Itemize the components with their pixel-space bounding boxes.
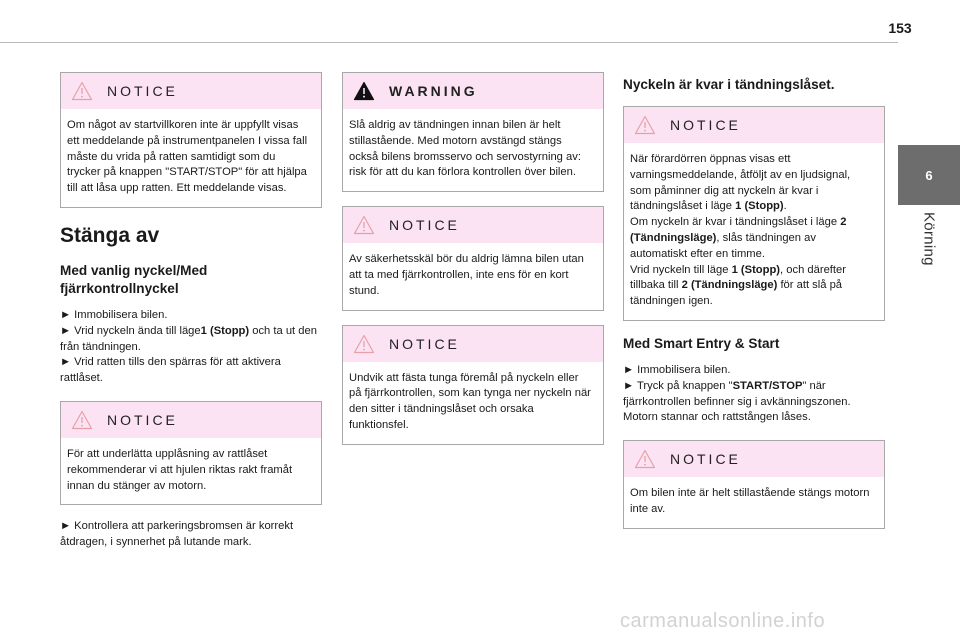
watermark: carmanualsonline.info	[620, 610, 826, 632]
subheading-smart-entry: Med Smart Entry & Start	[623, 335, 780, 351]
notice-box	[60, 401, 322, 505]
notice-text: Vrid nyckeln till läge	[630, 263, 732, 276]
step-press-button: ► Tryck på knappen "	[623, 379, 733, 392]
notice-body: Om bilen inte är helt stillastående stängs motorn inte av.	[630, 487, 870, 515]
notice-text: , slås tändningen av automatiskt efter en timme.	[630, 231, 816, 260]
instruction-steps	[623, 363, 885, 426]
position-stop: 1 (Stopp)	[731, 263, 781, 276]
final-step: ► Kontrollera att parkeringsbromsen är korrekt åtdragen, i synnerhet på lutande mark.	[60, 520, 294, 549]
position-stop: 1 (Stopp)	[200, 324, 250, 337]
notice-title: NOTICE	[107, 411, 178, 428]
notice-body: För att underlätta upplåsning av rattlåset rekommenderar vi att hjulen riktas rakt framåt innan du stänger av motorn.	[67, 447, 293, 492]
step-turn-key: ► Vrid nyckeln ända till läge	[60, 324, 201, 337]
notice-text: När förardörren öppnas visas ett varningsmeddelande, åtföljt av en ljudsignal, som påminner dig att nyckeln är kvar i tändningslåset i läge	[630, 153, 851, 213]
step-result: Motorn stannar och rattstången låses.	[623, 411, 811, 424]
notice-header	[624, 441, 884, 477]
column-left	[60, 72, 322, 565]
warning-triangle-icon	[71, 410, 93, 430]
page-number: 153	[888, 20, 912, 36]
position-ignition: 2 (Tändningsläge)	[630, 216, 847, 244]
step-press-button-rest: " när fjärrkontrollen befinner sig i avkänningszonen.	[623, 379, 851, 408]
notice-body: Av säkerhetsskäl bör du aldrig lämna bilen utan att ta med fjärrkontrollen, inte ens för en kort stund.	[349, 253, 584, 297]
instruction-steps	[60, 308, 322, 387]
notice-header	[61, 73, 321, 109]
warning-header	[343, 73, 603, 109]
notice-body	[624, 143, 884, 320]
notice-header	[343, 207, 603, 243]
chapter-title	[898, 212, 960, 292]
column-right	[623, 72, 885, 543]
warning-triangle-icon	[353, 334, 375, 354]
column-middle	[342, 72, 604, 459]
warning-triangle-icon	[634, 449, 656, 469]
step-steering-lock: ► Vrid ratten tills den spärras för att aktivera rattlåset.	[60, 356, 281, 385]
notice-text: Om nyckeln är kvar i tändningslåset i läge	[630, 216, 841, 229]
position-ignition: 2 (Tändningsläge)	[681, 279, 778, 292]
notice-header	[624, 107, 884, 143]
chapter-number-tab[interactable]: 6	[898, 145, 960, 205]
notice-header	[61, 402, 321, 438]
notice-box	[623, 106, 885, 321]
notice-box	[342, 206, 604, 310]
start-stop-label: START/STOP	[732, 379, 803, 392]
notice-title: NOTICE	[389, 335, 460, 352]
warning-triangle-icon	[353, 215, 375, 235]
section-title: Stänga av	[60, 223, 160, 247]
warning-triangle-icon	[634, 115, 656, 135]
warning-triangle-icon	[353, 81, 375, 101]
notice-text: .	[783, 200, 787, 213]
notice-text: , och därefter tillbaka till	[630, 263, 846, 292]
step-turn-key-rest: och ta ut den från tändningen.	[60, 324, 317, 353]
notice-title: NOTICE	[107, 83, 178, 99]
notice-body: Om något av startvillkoren inte är uppfyllt visas ett meddelande på instrumentpanelen I vissa fall måste du vrida på ratten samtidigt som du trycker på knappen "START/STOP" för att hjälpa till att låsa upp ratten. Ett meddelande visas.	[67, 119, 308, 195]
step-immobilise: ► Immobilisera bilen.	[60, 308, 168, 321]
warning-triangle-icon	[71, 81, 93, 101]
warning-box	[342, 72, 604, 192]
notice-body: Undvik att fästa tunga föremål på nyckeln eller på fjärrkontrollen, som kan tynga ner nyckeln när den sitter i tändningslåset och orsaka funktionsfel.	[349, 371, 591, 431]
subheading-key-left: Nyckeln är kvar i tändningslåset.	[623, 77, 835, 92]
notice-box	[60, 72, 322, 208]
notice-title: NOTICE	[389, 217, 460, 234]
notice-header	[343, 326, 603, 362]
header-divider	[0, 42, 898, 43]
notice-title: NOTICE	[670, 451, 741, 468]
notice-box	[623, 440, 885, 529]
subheading-standard-key: Med vanlig nyckel/Med fjärrkontrollnyckel	[60, 262, 208, 296]
position-stop: 1 (Stopp)	[735, 200, 784, 213]
notice-box	[342, 325, 604, 445]
warning-title: WARNING	[389, 83, 478, 99]
step-immobilise: ► Immobilisera bilen.	[623, 363, 731, 376]
notice-title: NOTICE	[670, 117, 741, 133]
notice-text: för att slå på tändningen igen.	[630, 279, 843, 308]
chapter-title-text: Körning	[920, 212, 938, 266]
warning-body: Slå aldrig av tändningen innan bilen är helt stillastående. Med motorn avstängd stängs också bilens bromsservo och servostyrning av: risk för att du kan förlora kontrollen över bilen.	[349, 119, 581, 179]
